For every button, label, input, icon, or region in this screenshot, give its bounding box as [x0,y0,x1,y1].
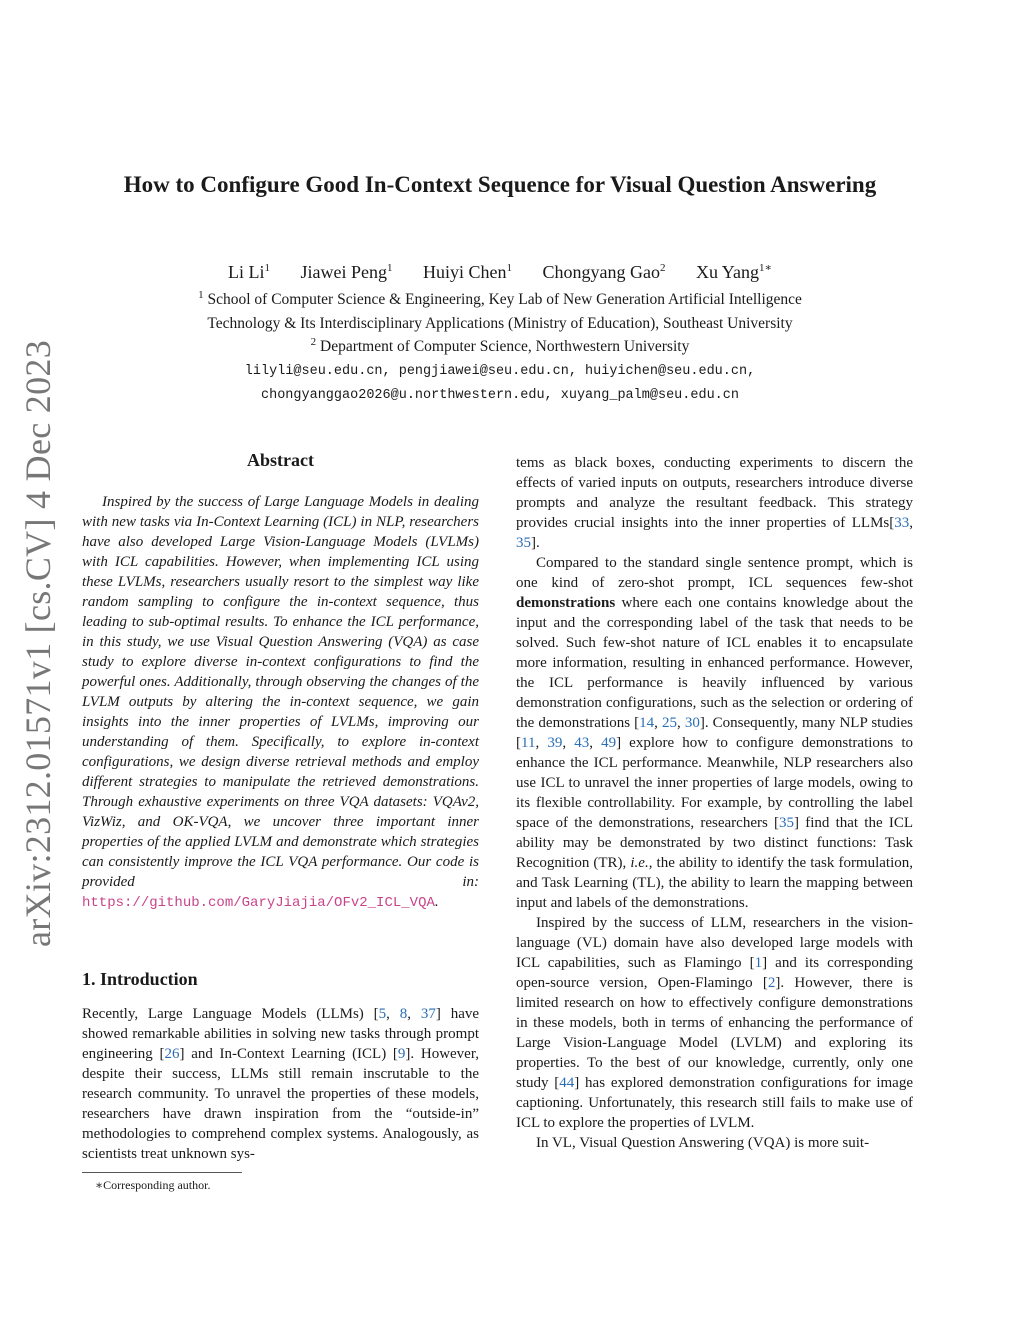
abstract-heading: Abstract [247,450,314,470]
citation-link[interactable]: 26 [164,1046,180,1062]
arxiv-identifier: arXiv:2312.01571v1 [cs.CV] 4 Dec 2023 [18,340,58,948]
email-line-1: lilyli@seu.edu.cn, pengjiawei@seu.edu.cn, huiyichen@seu.edu.cn, [244,364,756,379]
affiliation-1-line-1: $^1$ School of Computer Science & Engineering, Key Lab of New Generation Artificial Intelligence [198,288,802,308]
citation-link[interactable]: 11 [521,735,536,751]
citation-link[interactable]: 43 [574,735,590,751]
affiliation-1-line-2: Technology & Its Interdisciplinary Applications (Ministry of Education), Southeast University [207,315,793,332]
right-column [516,453,913,1153]
citation-link[interactable]: 33 [894,515,910,531]
code-link[interactable]: https: [82,895,133,911]
citation-link[interactable]: 44 [559,1075,575,1091]
author-name: Xu Yang$^{1∗}$ [695,262,772,282]
author-name: Huiyi Chen$^1$ [422,262,512,282]
introduction-heading: 1. Introduction [82,969,198,989]
citation-link[interactable]: 5 [378,1006,387,1022]
citation-link[interactable]: 35 [516,535,531,551]
author-name: Jiawei Peng$^1$ [300,262,393,282]
author-list [100,262,900,283]
paragraph: Compared to the standard single sentence prompt, which is one kind of zero-shot prompt, ICL sequences few-shot demonstrations where each one contains knowledge about the input and the corresponding label of the task that needs to be solved. Such few-shot nature of ICL enables it to encapsulate more information, resulting in enhanced performance. However, the ICL performance is heavily influenced by various demonstration configurations, such as the selection or ordering of the demonstrations [14, 25, 30]. Consequently, many NLP studies [11, 39, 43, 49] explore how to configure demonstrations to enhance the ICL performance. Meanwhile, NLP researchers also use ICL to unravel the inner properties of large models, owing to its flexible controllability. For example, by controlling the label space of the demonstrations, researchers [35] find that the ICL ability may be demonstrated by two distinct functions: Task Recognition (TR), i.e., the ability to identify the task formulation, and Task Learning (TL), the ability to learn the mapping between input and labels of the demonstrations. [516,555,914,911]
affiliation-2: $^2$ Department of Computer Science, Northwestern University [310,335,690,355]
citation-link[interactable]: 25 [662,715,677,731]
citation-link[interactable]: 49 [601,735,617,751]
citation-link[interactable]: 2 [767,975,776,991]
author-name: Li Li$^1$ [228,262,270,282]
citation-link[interactable]: 8 [399,1006,408,1022]
citation-link[interactable]: 35 [779,815,795,831]
paragraph: tems as black boxes, conducting experiments to discern the effects of varied inputs on outputs, researchers introduce diverse prompts and analyze the resultant feedback. This strategy provides crucial insights into the inner properties of LLMs[33, 35]. [516,455,913,551]
author-name: Chongyang Gao$^2$ [542,262,666,282]
citation-link[interactable]: 14 [639,715,655,731]
citation-link[interactable]: 9 [397,1046,406,1062]
citation-link[interactable]: 30 [684,715,700,731]
code-link-continued[interactable]: //github.com/GaryJiajia/OFv2_ICL_VQA [132,895,435,911]
paper-title: How to Configure Good In-Context Sequence for Visual Question Answering [123,172,877,197]
email-line-2: chongyanggao2026@u.northwestern.edu, xuyang_palm@seu.edu.cn [261,388,739,403]
paragraph: In VL, Visual Question Answering (VQA) is more suit- [536,1135,870,1151]
footnote: ∗Corresponding author. [95,1178,211,1192]
introduction-paragraph: Recently, Large Language Models (LLMs) [5, 8, 37] have showed remarkable abilities in solving new tasks through prompt engineering [26] and In-Context Learning (ICL) [9]. However, despite their success, LLMs still remain inscrutable to the research community. To unravel the properties of these models, researchers have drawn inspiration from the “outside-in” methodologies to comprehend complex systems. Analogously, as scientists treat unknown sys- [82,1006,480,1162]
paragraph: Inspired by the success of LLM, researchers in the vision-language (VL) domain have also developed large models with ICL capabilities, such as Flamingo [1] and its corresponding open-source version, Open-Flamingo [2]. However, there is limited research on how to effectively configure demonstrations in these models, both in terms of enhancing the performance of Large Vision-Language Model (LVLM) and exploring its properties. To the best of our knowledge, currently, only one study [44] has explored demonstration configurations for image captioning. Unfortunately, this research still fails to make use of ICL to explore the properties of LVLM. [516,915,914,1131]
citation-link[interactable]: 1 [754,955,763,971]
citation-link[interactable]: 39 [547,735,563,751]
abstract-body: Inspired by the success of Large Language Models in dealing with new tasks via In-Context Learning (ICL) in NLP, researchers have also developed Large Vision-Language Models (LVLMs) with ICL capabilities. However, when implementing ICL using these LVLMs, researchers usually resort to the simplest way like random sampling to configure the in-context sequence, thus leading to sub-optimal results. To enhance the ICL performance, in this study, we use Visual Question Answering (VQA) as case study to explore diverse in-context configurations to find the powerful ones. Additionally, through observing the changes of the LVLM outputs by altering the in-context sequence, we gain insights into the inner properties of LVLMs, improving our understanding of them. Specifically, to explore in-context configurations, we design diverse retrieval methods and employ different strategies to manipulate the retrieved demonstrations. Through exhaustive experiments on three VQA datasets: VQAv2, VizWiz, and OK-VQA, we uncover three important inner properties of the applied LVLM and demonstrate which strategies can consistently improve the ICL VQA performance. Our code is provided in: https://github.com/GaryJiajia/OFv2_ICL_VQA. [82,494,479,911]
citation-link[interactable]: 37 [420,1006,436,1022]
footnote-divider [82,1172,242,1173]
